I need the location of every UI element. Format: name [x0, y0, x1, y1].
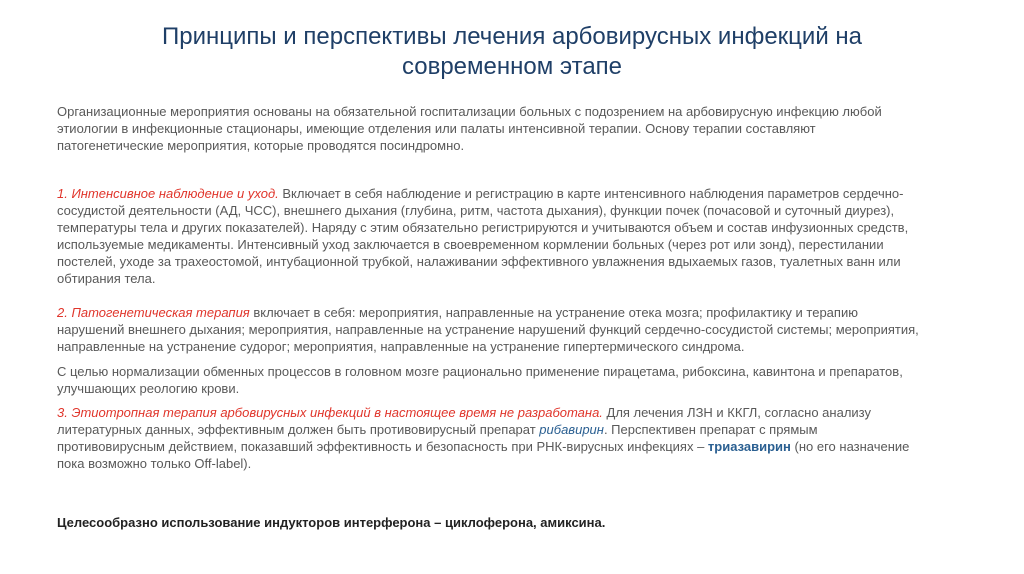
section3-line-2 [57, 421, 977, 438]
section3-line-3-end: (но его назначение [790, 439, 910, 454]
metabolic-line-2: улучшающих реологию крови. [57, 381, 240, 396]
section3-line-2-text: литературных данных, эффективным должен быть противовирусный препарат [57, 422, 540, 437]
section1-line-4: используемые медикаменты. Интенсивный уход заключается в своевременном кормлении больных (через рот или зонд), перестилании [57, 237, 884, 252]
section2-line-2: нарушений внешнего дыхания; мероприятия, направленные на устранение нарушений функций сердечно-сосудистой системы; мероприятия, [57, 322, 919, 337]
section2-line-1 [57, 304, 977, 321]
section1-line-1-rest: Включает в себя наблюдение и регистрацию в карте интенсивного наблюдения параметров сердечно- [278, 186, 904, 201]
slide-title [60, 22, 964, 82]
section3-line-3-text: противовирусным действием, показавший эффективность и безопасность при РНК-вирусных инфекциях – [57, 439, 708, 454]
section1-line-5: постелей, уходе за трахеостомой, интубационной трубкой, налаживании эффективного увлажнения вдыхаемых газов, туалетных ванн или [57, 254, 901, 269]
section1-line-2: сосудистой деятельности (АД, ЧСС), внешнего дыхания (глубина, ритм, частота дыхания), функции почек (почасовой и суточный диурез), [57, 203, 895, 218]
section3-line-1 [57, 404, 977, 421]
intro-line-3: патогенетические мероприятия, которые проводятся посиндромно. [57, 138, 465, 153]
section1-line-6: обтирания тела. [57, 271, 156, 286]
section1-line-3: температуры тела и других показателей). Наряду с этим обязательно регистрируются и учитываются объем и состав инфузионных средств, [57, 220, 909, 235]
section2-line-3: направленные на устранение судорог; мероприятия, направленные на устранение гипертермического синдрома. [57, 339, 745, 354]
metabolic-line-1: С целью нормализации обменных процессов в головном мозге рационально применение пирацетама, рибоксина, кавинтона и препаратов, [57, 364, 903, 379]
intro-paragraph [57, 103, 977, 154]
section2-line-1-rest: включает в себя: мероприятия, направленные на устранение отека мозга; профилактику и терапию [249, 305, 858, 320]
slide-title-line-1: Принципы и перспективы лечения арбовирусных инфекций на [161, 23, 862, 50]
conclusion-paragraph [57, 514, 977, 531]
metabolic-paragraph [57, 363, 977, 397]
intro-line-1: Организационные мероприятия основаны на обязательной госпитализации больных с подозрением на арбовирусную инфекцию любой [57, 104, 882, 119]
section3-line-1-rest: Для лечения ЛЗН и ККГЛ, согласно анализу [602, 405, 871, 420]
drug-ribavirin: рибавирин [539, 422, 604, 437]
section3-line-2-end: . Перспективен препарат с прямым [603, 422, 818, 437]
section3-line-3 [57, 438, 977, 455]
section2-heading: 2. Патогенетическая терапия [57, 305, 250, 320]
section1-line-1 [57, 185, 977, 202]
section-pathogenetic-therapy [57, 304, 977, 355]
intro-line-2: этиологии в инфекционные стационары, имеющие отделения или палаты интенсивной терапии. Основу терапии составляют [57, 121, 816, 136]
section3-line-4: пока возможно только Off-label). [57, 456, 252, 471]
section1-heading: 1. Интенсивное наблюдение и уход. [57, 186, 279, 201]
conclusion-line: Целесообразно использование индукторов интерферона – циклоферона, амиксина. [57, 515, 606, 530]
section3-heading: 3. Этиотропная терапия арбовирусных инфекций в настоящее время не разработана. [57, 405, 603, 420]
section-intensive-care [57, 185, 977, 287]
drug-triazavirin: триазавирин [707, 439, 791, 454]
section-etiotropic-therapy [57, 404, 977, 472]
slide-title-line-2: современном этапе [401, 53, 623, 80]
